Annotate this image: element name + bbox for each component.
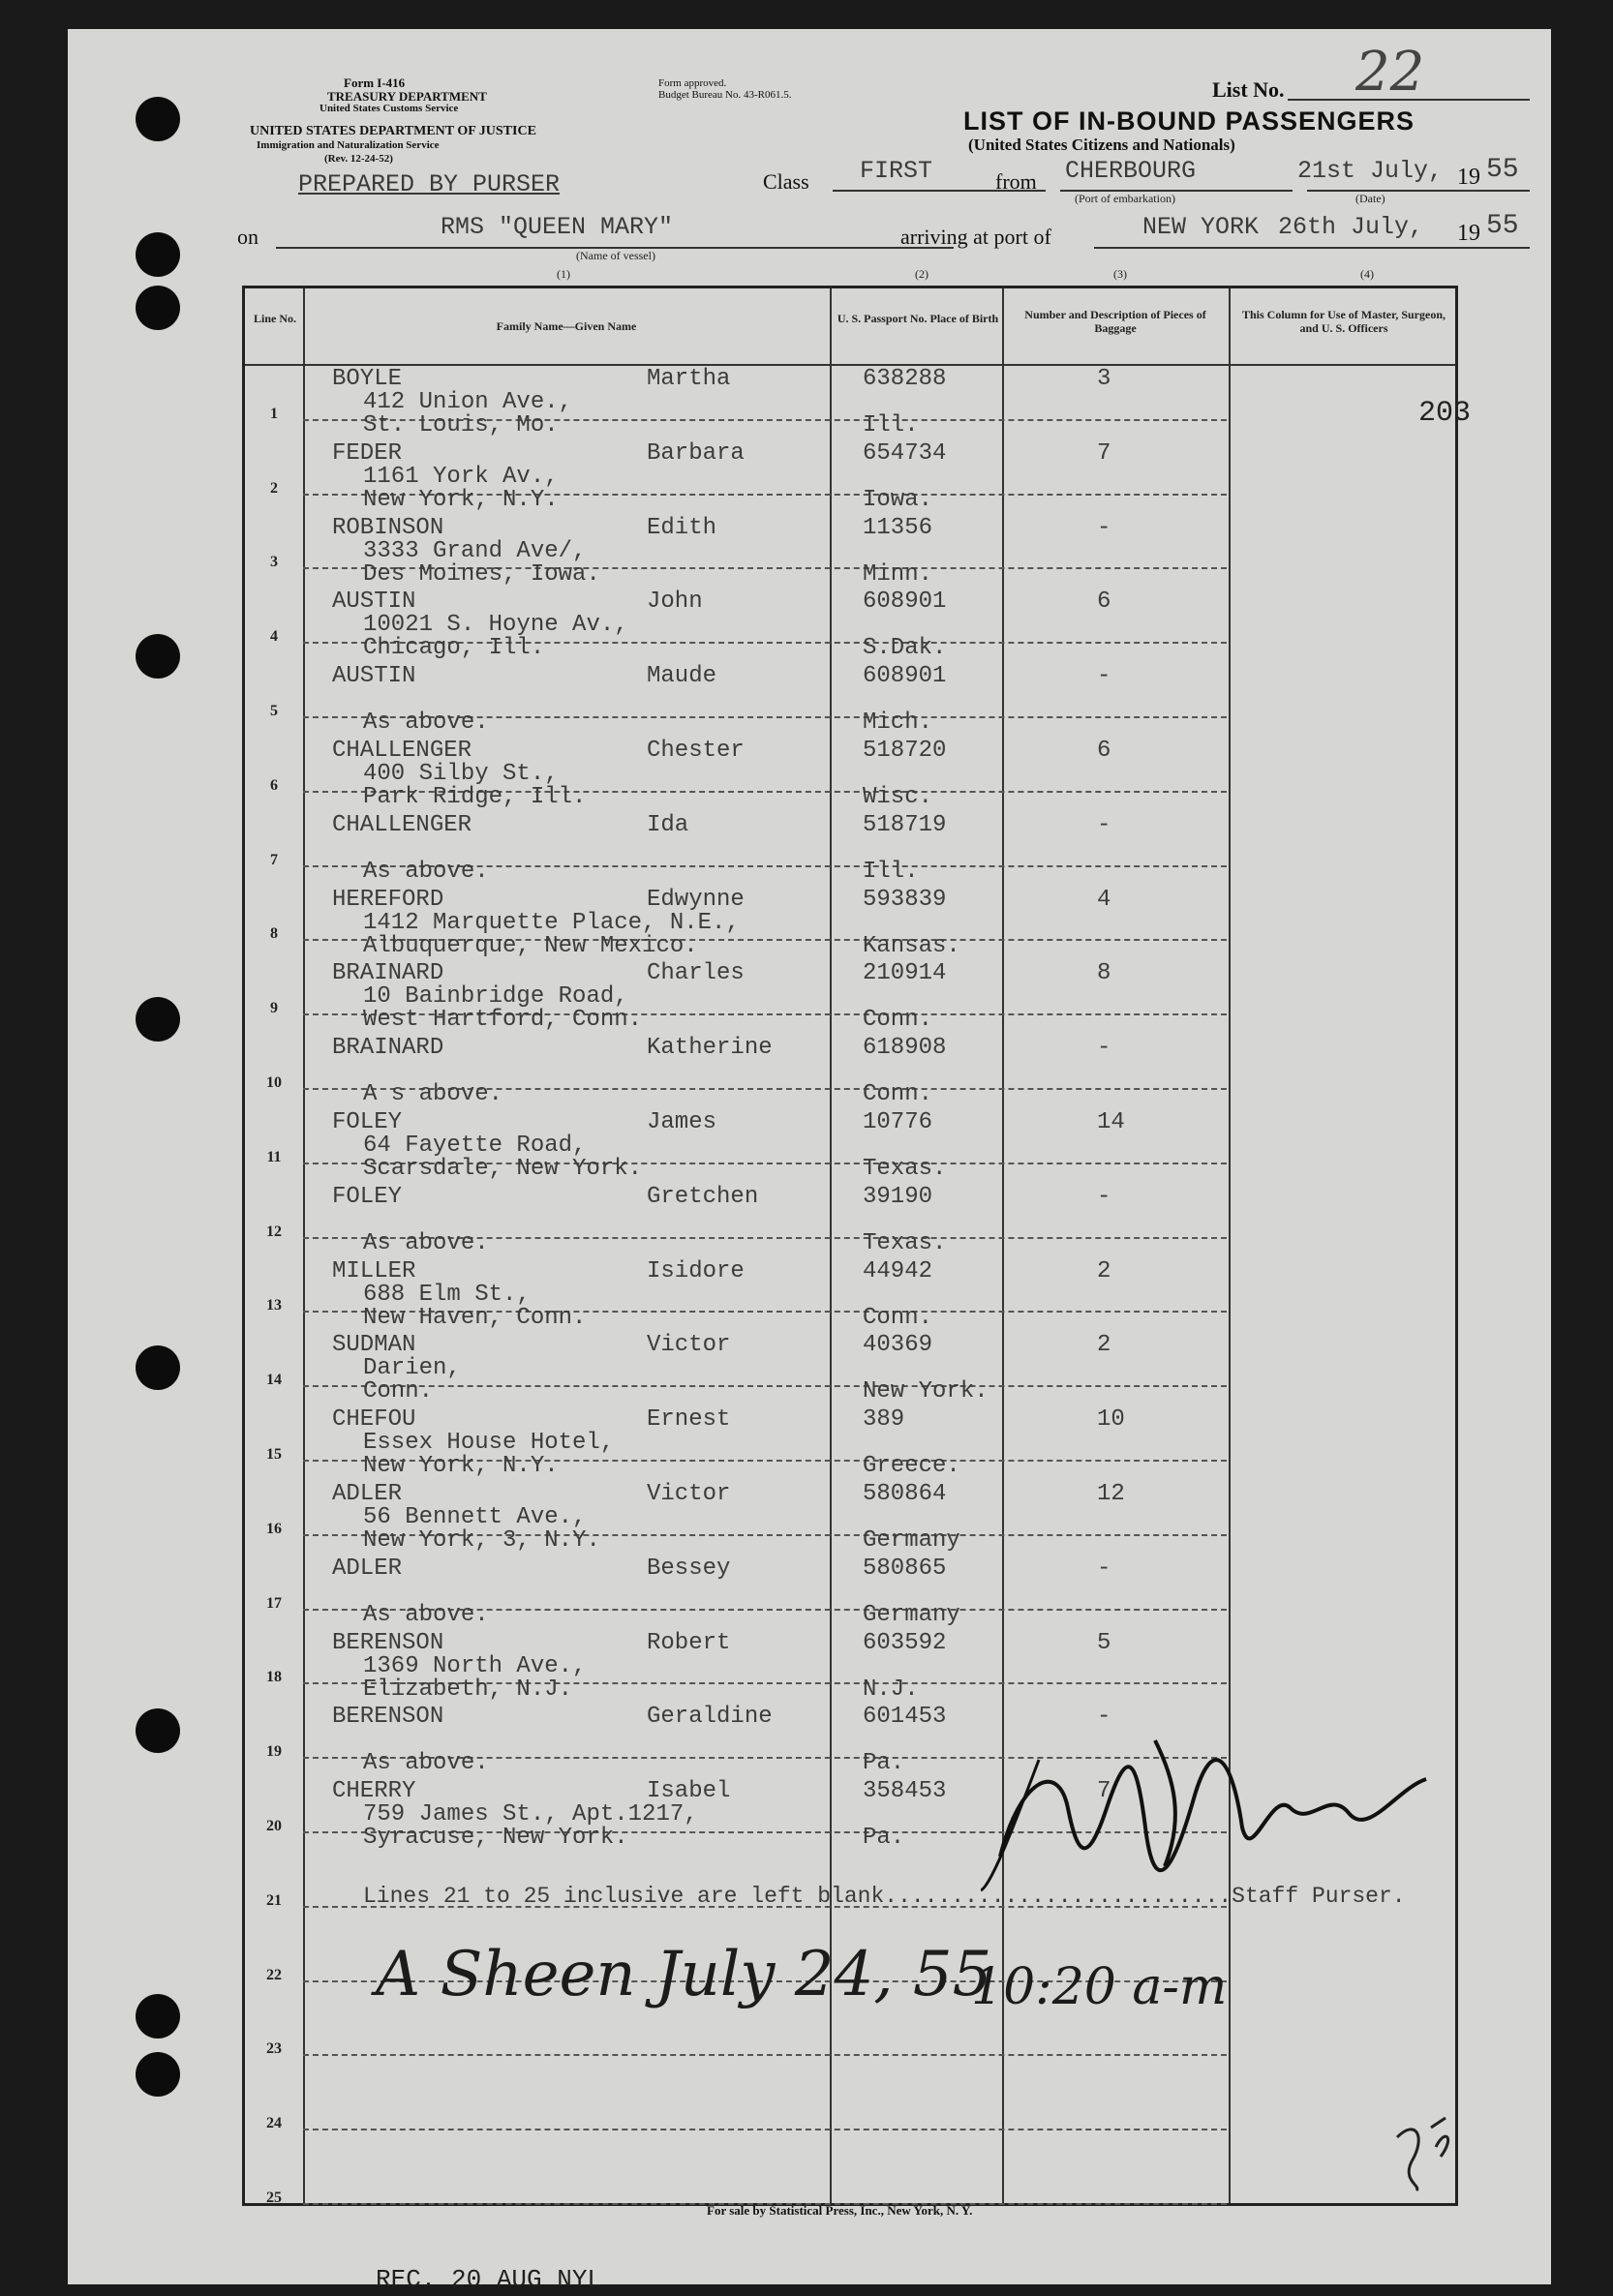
receipt-stamp: REC. 20 AUG NYL bbox=[376, 2265, 603, 2294]
place-of-birth: Conn. bbox=[863, 1081, 933, 1108]
family-name: CHEFOU bbox=[332, 1406, 416, 1434]
address-line-1: 759 James St., Apt.1217, bbox=[363, 1801, 698, 1828]
address-line-2: West Hartford, Conn. bbox=[363, 1007, 643, 1034]
family-name: FEDER bbox=[332, 439, 403, 467]
family-name: ADLER bbox=[332, 1555, 403, 1582]
table-row bbox=[245, 1628, 1455, 1703]
given-name: Isabel bbox=[647, 1778, 731, 1805]
address-line-1: 400 Silby St., bbox=[363, 761, 559, 787]
family-name: FOLEY bbox=[332, 1183, 403, 1210]
table-row bbox=[245, 438, 1455, 513]
line-number: 13 bbox=[266, 1297, 282, 1314]
date-line bbox=[1307, 190, 1530, 192]
given-name: Maude bbox=[647, 663, 717, 690]
table-row bbox=[245, 1107, 1455, 1182]
binder-hole bbox=[136, 286, 180, 330]
document-subtitle: (United States Citizens and Nationals) bbox=[968, 136, 1235, 154]
line-number: 14 bbox=[266, 1372, 282, 1389]
given-name: Victor bbox=[647, 1481, 731, 1507]
address-line-2: As above. bbox=[363, 1601, 489, 1628]
arriving-label: arriving at port of bbox=[900, 225, 1051, 249]
line-number: 17 bbox=[266, 1594, 282, 1612]
baggage-count: 2 bbox=[1097, 1332, 1111, 1359]
passport-number: 11356 bbox=[863, 514, 933, 541]
address-line-1: 10 Bainbridge Road, bbox=[363, 983, 628, 1011]
table-row bbox=[245, 1554, 1455, 1628]
address-line-2: As above. bbox=[363, 710, 489, 737]
address-line-1: Darien, bbox=[363, 1355, 461, 1382]
family-name: CHALLENGER bbox=[332, 811, 472, 838]
address-line-2: Elizabeth, N.J. bbox=[363, 1676, 573, 1703]
purser-signature bbox=[981, 1721, 1436, 1895]
binder-hole bbox=[136, 2052, 180, 2097]
date-caption: (Date) bbox=[1355, 192, 1385, 205]
on-label: on bbox=[237, 225, 259, 249]
baggage-count: - bbox=[1097, 1704, 1111, 1731]
line-number: 9 bbox=[270, 1000, 278, 1017]
table-row bbox=[245, 587, 1455, 661]
place-of-birth: Iowa. bbox=[863, 486, 933, 513]
baggage-count: 3 bbox=[1097, 366, 1111, 392]
baggage-count: 6 bbox=[1097, 589, 1111, 616]
baggage-count: 4 bbox=[1097, 886, 1111, 913]
given-name: Edith bbox=[647, 514, 717, 541]
family-name: AUSTIN bbox=[332, 589, 416, 616]
table-row bbox=[245, 1033, 1455, 1107]
vessel-caption: (Name of vessel) bbox=[576, 249, 655, 262]
line-number: 15 bbox=[266, 1445, 282, 1463]
place-of-birth: Greece. bbox=[863, 1453, 960, 1480]
printer-footer: For sale by Statistical Press, Inc., New York, N. Y. bbox=[707, 2203, 973, 2218]
passport-number: 580864 bbox=[863, 1481, 947, 1507]
line-number: 5 bbox=[270, 702, 278, 719]
place-of-birth: New York. bbox=[863, 1378, 989, 1405]
passport-number: 210914 bbox=[863, 960, 947, 987]
table-row bbox=[245, 1256, 1455, 1331]
given-name: Bessey bbox=[647, 1555, 731, 1582]
line-number: 4 bbox=[270, 628, 278, 646]
port-embarkation-caption: (Port of embarkation) bbox=[1075, 192, 1175, 205]
table-row bbox=[245, 736, 1455, 810]
line-number: 12 bbox=[266, 1223, 282, 1240]
line-number: 21 bbox=[266, 1891, 282, 1909]
address-line-1: 64 Fayette Road, bbox=[363, 1133, 587, 1159]
given-name: Geraldine bbox=[647, 1704, 773, 1731]
officer-note: 203 bbox=[1418, 397, 1472, 430]
place-of-birth: Ill. bbox=[863, 858, 919, 885]
baggage-count: - bbox=[1097, 1183, 1111, 1210]
given-name: Isidore bbox=[647, 1257, 745, 1284]
table-row bbox=[245, 885, 1455, 959]
given-name: Ernest bbox=[647, 1406, 731, 1434]
header-passport: U. S. Passport No. Place of Birth bbox=[837, 312, 999, 325]
from-label: from bbox=[995, 169, 1037, 194]
arrival-port: NEW YORK bbox=[1142, 213, 1260, 241]
treasury-dept: TREASURY DEPARTMENT bbox=[327, 89, 487, 104]
arrival-year: 55 bbox=[1486, 211, 1519, 241]
passport-number: 518719 bbox=[863, 811, 947, 838]
address-line-1: 1412 Marquette Place, N.E., bbox=[363, 909, 740, 936]
address-line-2: Scarsdale, New York. bbox=[363, 1156, 643, 1182]
line-number: 19 bbox=[266, 1743, 282, 1761]
line-number: 23 bbox=[266, 2040, 282, 2058]
address-line-1: 1161 York Av., bbox=[363, 463, 559, 490]
departure-year: 55 bbox=[1486, 155, 1519, 185]
address-line-1: 3333 Grand Ave/, bbox=[363, 537, 587, 564]
table-row bbox=[245, 2073, 1455, 2148]
binder-hole bbox=[136, 997, 180, 1042]
passport-number: 44942 bbox=[863, 1257, 933, 1284]
col-num-2: (2) bbox=[915, 267, 928, 281]
passport-number: 608901 bbox=[863, 589, 947, 616]
prepared-by-purser: PREPARED BY PURSER bbox=[298, 170, 561, 198]
baggage-count: 5 bbox=[1097, 1629, 1111, 1656]
address-line-1: 1369 North Ave., bbox=[363, 1652, 587, 1679]
line-number: 10 bbox=[266, 1073, 282, 1091]
form-revision: (Rev. 12-24-52) bbox=[324, 153, 393, 165]
passport-number: 39190 bbox=[863, 1183, 933, 1210]
family-name: CHALLENGER bbox=[332, 738, 472, 764]
baggage-count: - bbox=[1097, 663, 1111, 690]
place-of-birth: Germany bbox=[863, 1527, 960, 1554]
passport-number: 389 bbox=[863, 1406, 905, 1434]
initials-mark bbox=[1387, 2108, 1465, 2195]
line-number: 16 bbox=[266, 1520, 282, 1537]
header-line-no: Line No. bbox=[253, 312, 296, 325]
binder-hole bbox=[136, 232, 180, 277]
address-line-2: Des Moines, Iowa. bbox=[363, 560, 600, 588]
address-line-1: 412 Union Ave., bbox=[363, 389, 573, 415]
header-name: Family Name—Given Name bbox=[496, 319, 637, 333]
passport-number: 593839 bbox=[863, 886, 947, 913]
class-value: FIRST bbox=[860, 157, 933, 185]
given-name: Victor bbox=[647, 1332, 731, 1359]
table-row bbox=[245, 958, 1455, 1033]
family-name: SUDMAN bbox=[332, 1332, 416, 1359]
baggage-count: - bbox=[1097, 514, 1111, 541]
passport-number: 608901 bbox=[863, 663, 947, 690]
address-line-2: Syracuse, New York. bbox=[363, 1825, 628, 1852]
passport-number: 40369 bbox=[863, 1332, 933, 1359]
document-title: LIST OF IN-BOUND PASSENGERS bbox=[963, 106, 1415, 136]
given-name: Charles bbox=[647, 960, 745, 987]
given-name: Barbara bbox=[647, 439, 745, 467]
place-of-birth: Kansas. bbox=[863, 932, 960, 959]
address-line-2: As above. bbox=[363, 858, 489, 885]
table-row bbox=[245, 364, 1455, 438]
table-row bbox=[245, 513, 1455, 588]
table-row bbox=[245, 1182, 1455, 1256]
table-row bbox=[245, 810, 1455, 885]
passport-number: 580865 bbox=[863, 1555, 947, 1582]
address-line-2: New York, N.Y. bbox=[363, 486, 559, 513]
given-name: Katherine bbox=[647, 1035, 773, 1062]
budget-bureau: Budget Bureau No. 43-R061.5. bbox=[658, 89, 792, 101]
departure-year-prefix: 19 bbox=[1457, 165, 1480, 190]
address-line-1: 688 Elm St., bbox=[363, 1281, 531, 1308]
address-line-2: New York, N.Y. bbox=[363, 1453, 559, 1480]
family-name: MILLER bbox=[332, 1257, 416, 1284]
baggage-count: 6 bbox=[1097, 738, 1111, 764]
customs-service: United States Customs Service bbox=[320, 103, 459, 114]
ins-service: Immigration and Naturalization Service bbox=[257, 139, 440, 151]
family-name: ADLER bbox=[332, 1481, 403, 1507]
given-name: Gretchen bbox=[647, 1183, 759, 1210]
passport-number: 358453 bbox=[863, 1778, 947, 1805]
family-name: BOYLE bbox=[332, 366, 403, 392]
address-line-2: As above. bbox=[363, 1750, 489, 1777]
baggage-count: - bbox=[1097, 1555, 1111, 1582]
address-line-2: A s above. bbox=[363, 1081, 503, 1108]
baggage-count: 7 bbox=[1097, 439, 1111, 467]
passport-number: 618908 bbox=[863, 1035, 947, 1062]
line-number: 7 bbox=[270, 851, 278, 868]
place-of-birth: N.J. bbox=[863, 1676, 919, 1703]
place-of-birth: Texas. bbox=[863, 1229, 947, 1256]
family-name: BRAINARD bbox=[332, 1035, 444, 1062]
col-num-3: (3) bbox=[1113, 267, 1127, 281]
given-name: John bbox=[647, 589, 703, 616]
form-number: Form I-416 bbox=[344, 76, 406, 90]
line-number: 20 bbox=[266, 1817, 282, 1834]
address-line-1: Essex House Hotel, bbox=[363, 1430, 615, 1457]
blank-lines-note: Lines 21 to 25 inclusive are left blank..........................Staff Purser. bbox=[363, 1884, 1406, 1909]
address-line-2: St. Louis, Mo. bbox=[363, 412, 559, 438]
family-name: CHERRY bbox=[332, 1778, 416, 1805]
line-number: 2 bbox=[270, 479, 278, 497]
address-line-2: New Haven, Conn. bbox=[363, 1304, 587, 1331]
address-line-2: Park Ridge, Ill. bbox=[363, 784, 587, 810]
line-number: 3 bbox=[270, 554, 278, 571]
passport-number: 603592 bbox=[863, 1629, 947, 1656]
address-line-2: Conn. bbox=[363, 1378, 434, 1405]
family-name: BERENSON bbox=[332, 1704, 444, 1731]
baggage-count: 10 bbox=[1097, 1406, 1125, 1434]
place-of-birth: Conn. bbox=[863, 1304, 933, 1331]
row-dotted-rule bbox=[303, 2054, 1227, 2056]
arrival-time-note: 10:20 a-m bbox=[971, 1958, 1228, 2016]
passport-number: 518720 bbox=[863, 738, 947, 764]
line-number: 18 bbox=[266, 1669, 282, 1686]
table-row bbox=[245, 2000, 1455, 2074]
passport-number: 10776 bbox=[863, 1109, 933, 1135]
table-row bbox=[245, 1330, 1455, 1405]
family-name: ROBINSON bbox=[332, 514, 444, 541]
address-line-1: 56 Bennett Ave., bbox=[363, 1504, 587, 1530]
vessel-name: RMS "QUEEN MARY" bbox=[441, 213, 674, 241]
place-of-birth: Pa. bbox=[863, 1825, 905, 1852]
line-number: 1 bbox=[270, 405, 278, 422]
given-name: Robert bbox=[647, 1629, 731, 1656]
justice-dept: UNITED STATES DEPARTMENT OF JUSTICE bbox=[250, 124, 536, 138]
address-line-2: New York, 3, N.Y. bbox=[363, 1527, 600, 1554]
address-line-2: Chicago, Ill. bbox=[363, 635, 545, 662]
place-of-birth: Texas. bbox=[863, 1156, 947, 1182]
baggage-count: 7 bbox=[1097, 1778, 1111, 1805]
header-baggage: Number and Description of Pieces of Baggage bbox=[1024, 308, 1206, 335]
baggage-count: 2 bbox=[1097, 1257, 1111, 1284]
binder-hole bbox=[136, 634, 180, 679]
baggage-count: 8 bbox=[1097, 960, 1111, 987]
passport-number: 638288 bbox=[863, 366, 947, 392]
binder-hole bbox=[136, 1708, 180, 1753]
binder-hole bbox=[136, 1345, 180, 1390]
line-number: 6 bbox=[270, 776, 278, 794]
table-row bbox=[245, 1479, 1455, 1554]
baggage-count: 12 bbox=[1097, 1481, 1125, 1507]
place-of-birth: Pa. bbox=[863, 1750, 905, 1777]
given-name: James bbox=[647, 1109, 717, 1135]
line-number: 11 bbox=[266, 1148, 282, 1165]
passport-number: 601453 bbox=[863, 1704, 947, 1731]
row-dotted-rule bbox=[303, 1385, 1227, 1387]
given-name: Martha bbox=[647, 366, 731, 392]
place-of-birth: Germany bbox=[863, 1601, 960, 1628]
place-of-birth: Conn. bbox=[863, 1007, 933, 1034]
form-approved: Form approved. bbox=[658, 77, 727, 89]
address-line-1: 10021 S. Hoyne Av., bbox=[363, 612, 628, 639]
passenger-table bbox=[242, 286, 1472, 2206]
baggage-count: - bbox=[1097, 811, 1111, 838]
line-number: 24 bbox=[266, 2115, 282, 2132]
address-line-2: Albuquerque, New Mexico. bbox=[363, 932, 698, 959]
baggage-count: - bbox=[1097, 1035, 1111, 1062]
table-row bbox=[245, 1405, 1455, 1479]
list-no-label: List No. bbox=[1212, 77, 1285, 102]
class-label: Class bbox=[763, 169, 809, 194]
port-line bbox=[1094, 247, 1530, 249]
place-of-birth: Ill. bbox=[863, 412, 919, 438]
place-of-birth: Minn. bbox=[863, 560, 933, 588]
port-of-embarkation: CHERBOURG bbox=[1065, 157, 1197, 185]
line-number: 8 bbox=[270, 925, 278, 943]
row-dotted-rule bbox=[303, 2129, 1227, 2130]
header-officers: This Column for Use of Master, Surgeon, and U. S. Officers bbox=[1242, 308, 1446, 335]
col-num-4: (4) bbox=[1360, 267, 1374, 281]
list-no-value: 22 bbox=[1355, 41, 1425, 104]
address-line-2: As above. bbox=[363, 1229, 489, 1256]
binder-hole bbox=[136, 97, 180, 141]
place-of-birth: Wisc. bbox=[863, 784, 933, 810]
line-number: 25 bbox=[266, 2189, 282, 2206]
table-row bbox=[245, 661, 1455, 736]
family-name: FOLEY bbox=[332, 1109, 403, 1135]
arrival-date: 26th July, bbox=[1278, 213, 1424, 241]
line-number: 22 bbox=[266, 1966, 282, 1983]
departure-date: 21st July, bbox=[1297, 157, 1444, 185]
col-num-1: (1) bbox=[557, 267, 570, 281]
arrival-year-prefix: 19 bbox=[1457, 221, 1480, 246]
given-name: Chester bbox=[647, 738, 745, 764]
family-name: HEREFORD bbox=[332, 886, 444, 913]
given-name: Edwynne bbox=[647, 886, 745, 913]
family-name: AUSTIN bbox=[332, 663, 416, 690]
binder-hole bbox=[136, 1994, 180, 2039]
given-name: Ida bbox=[647, 811, 689, 838]
baggage-count: 14 bbox=[1097, 1109, 1125, 1135]
passport-number: 654734 bbox=[863, 439, 947, 467]
inspector-note: A Sheen July 24, 55 bbox=[376, 1939, 992, 2010]
place-of-birth: S.Dak. bbox=[863, 635, 947, 662]
family-name: BRAINARD bbox=[332, 960, 444, 987]
family-name: BERENSON bbox=[332, 1629, 444, 1656]
place-of-birth: Mich. bbox=[863, 710, 933, 737]
